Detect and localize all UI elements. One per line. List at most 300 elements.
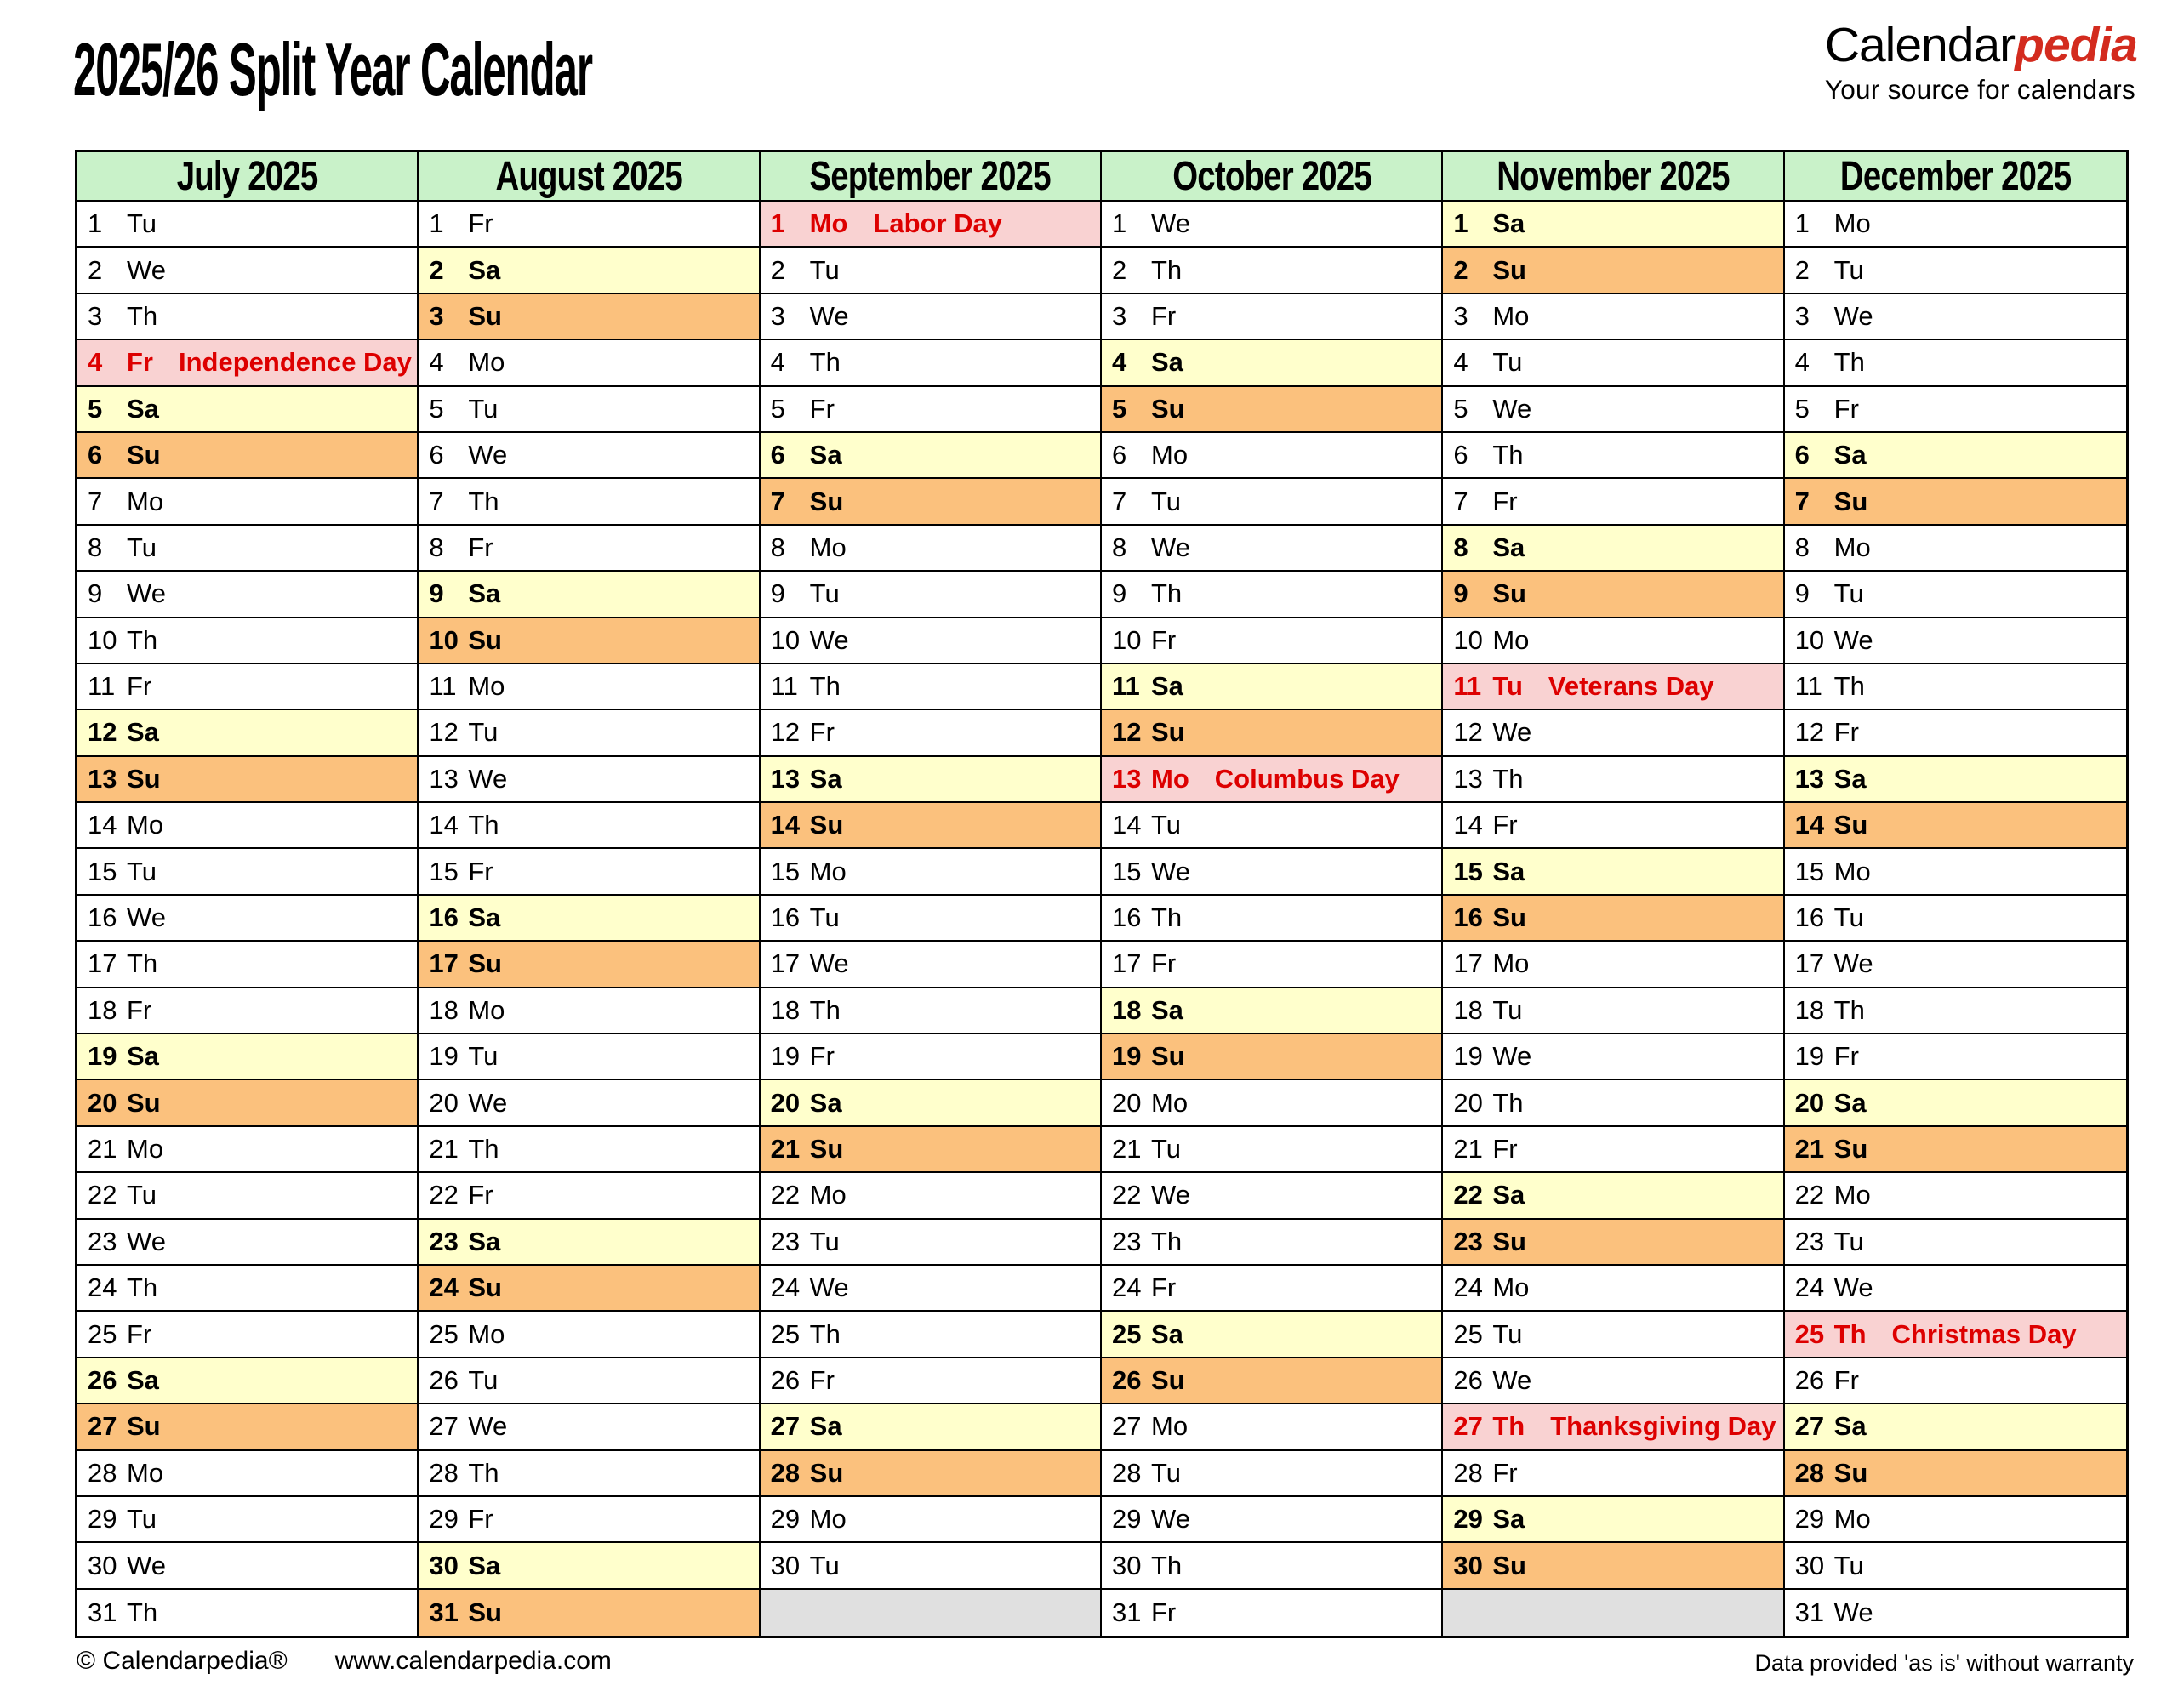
day-cell bbox=[761, 1497, 1100, 1543]
day-number: 24 bbox=[88, 1272, 117, 1303]
day-cell bbox=[77, 1404, 417, 1450]
day-cell bbox=[761, 1266, 1100, 1312]
weekday-label: We bbox=[127, 1226, 166, 1256]
copyright-text: © Calendarpedia® bbox=[77, 1647, 288, 1675]
weekday-label: Tu bbox=[127, 532, 157, 562]
day-number: 25 bbox=[1112, 1318, 1142, 1349]
day-number: 1 bbox=[88, 208, 103, 239]
weekday-label: Sa bbox=[809, 1087, 842, 1118]
day-cell bbox=[1443, 1312, 1782, 1358]
day-cell bbox=[1785, 387, 2126, 433]
weekday-label: We bbox=[127, 1550, 166, 1580]
weekday-label: Su bbox=[1151, 717, 1185, 748]
weekday-label: Mo bbox=[468, 671, 505, 702]
day-number: 31 bbox=[1112, 1597, 1142, 1627]
weekday-label: We bbox=[1492, 393, 1532, 424]
day-number: 7 bbox=[429, 486, 444, 516]
day-number: 27 bbox=[770, 1411, 801, 1442]
day-number: 14 bbox=[1453, 810, 1483, 840]
weekday-label: Th bbox=[1151, 1550, 1183, 1580]
weekday-label: Th bbox=[809, 1318, 841, 1349]
weekday-label: We bbox=[809, 948, 849, 979]
day-cell bbox=[1443, 1173, 1782, 1219]
day-cell bbox=[761, 757, 1100, 803]
weekday-label: Su bbox=[1833, 810, 1868, 840]
day-cell bbox=[761, 1404, 1100, 1450]
weekday-label: Fr bbox=[809, 393, 835, 424]
day-number: 29 bbox=[429, 1504, 459, 1534]
day-cell bbox=[1102, 757, 1441, 803]
day-number: 16 bbox=[770, 902, 801, 933]
day-cell bbox=[77, 1173, 417, 1219]
day-cell bbox=[1785, 710, 2126, 756]
month-header bbox=[1785, 152, 2126, 202]
day-number: 6 bbox=[429, 440, 444, 470]
day-number: 29 bbox=[88, 1504, 117, 1534]
weekday-label: Su bbox=[127, 763, 161, 794]
day-cell bbox=[761, 202, 1100, 248]
day-number: 15 bbox=[1112, 856, 1142, 886]
day-cell bbox=[419, 340, 758, 386]
day-cell bbox=[419, 1080, 758, 1126]
weekday-label: Mo bbox=[1492, 948, 1530, 979]
day-cell bbox=[1102, 664, 1441, 710]
weekday-label: Tu bbox=[127, 856, 157, 886]
day-cell bbox=[77, 387, 417, 433]
day-cell bbox=[1102, 1543, 1441, 1589]
day-number: 27 bbox=[1794, 1411, 1825, 1442]
weekday-label: Tu bbox=[468, 1041, 499, 1072]
weekday-label: Th bbox=[809, 347, 841, 378]
day-number: 12 bbox=[1453, 717, 1483, 748]
day-number: 15 bbox=[88, 856, 117, 886]
day-cell bbox=[419, 433, 758, 479]
weekday-label: Mo bbox=[1492, 300, 1530, 331]
day-number: 14 bbox=[88, 810, 117, 840]
footer-copyright bbox=[77, 1647, 612, 1676]
day-cell bbox=[77, 1080, 417, 1126]
weekday-label: Fr bbox=[1492, 1134, 1518, 1164]
day-number: 3 bbox=[88, 300, 103, 331]
day-cell bbox=[77, 849, 417, 895]
weekday-label: Th bbox=[127, 300, 158, 331]
weekday-label: Tu bbox=[1492, 347, 1523, 378]
weekday-label: Fr bbox=[468, 1504, 493, 1534]
day-number: 3 bbox=[429, 300, 444, 331]
day-cell bbox=[1102, 1404, 1441, 1450]
weekday-label: Tu bbox=[1492, 1318, 1523, 1349]
day-cell bbox=[761, 433, 1100, 479]
weekday-label: Tu bbox=[1151, 1457, 1182, 1488]
weekday-label: Fr bbox=[127, 994, 152, 1025]
weekday-label: Sa bbox=[1151, 347, 1183, 378]
weekday-label: Sa bbox=[468, 254, 501, 285]
weekday-label: Th bbox=[1492, 440, 1524, 470]
day-cell bbox=[419, 202, 758, 248]
page-title: 2025/26 Split Year Calendar bbox=[73, 27, 592, 111]
day-cell bbox=[761, 479, 1100, 525]
day-number: 17 bbox=[1794, 948, 1825, 979]
day-number: 13 bbox=[770, 763, 801, 794]
day-number: 28 bbox=[429, 1457, 459, 1488]
day-cell bbox=[1443, 479, 1782, 525]
day-cell bbox=[1785, 294, 2126, 340]
day-cell bbox=[761, 1034, 1100, 1080]
day-cell bbox=[761, 1451, 1100, 1497]
weekday-label: Fr bbox=[127, 1318, 152, 1349]
day-number: 15 bbox=[429, 856, 459, 886]
day-cell bbox=[1785, 1358, 2126, 1404]
day-number: 9 bbox=[1112, 578, 1127, 609]
day-number: 29 bbox=[1112, 1504, 1142, 1534]
weekday-label: Tu bbox=[809, 254, 840, 285]
day-cell bbox=[1102, 387, 1441, 433]
weekday-label: Fr bbox=[1833, 393, 1859, 424]
weekday-label: Mo bbox=[809, 856, 847, 886]
day-cell bbox=[77, 664, 417, 710]
day-number: 5 bbox=[1112, 393, 1127, 424]
day-number: 10 bbox=[429, 624, 459, 655]
day-cell bbox=[1443, 202, 1782, 248]
weekday-label: Th bbox=[809, 671, 841, 702]
day-number: 12 bbox=[429, 717, 459, 748]
day-cell bbox=[1102, 1451, 1441, 1497]
weekday-label: We bbox=[809, 1272, 849, 1303]
weekday-label: Su bbox=[468, 624, 502, 655]
weekday-label: We bbox=[1151, 1180, 1190, 1210]
day-cell bbox=[1102, 479, 1441, 525]
weekday-label: Tu bbox=[809, 902, 840, 933]
day-cell bbox=[1785, 896, 2126, 942]
day-number: 12 bbox=[770, 717, 801, 748]
day-cell bbox=[1102, 1312, 1441, 1358]
weekday-label: Th bbox=[1492, 1411, 1525, 1442]
weekday-label: Sa bbox=[809, 763, 842, 794]
day-number: 16 bbox=[1794, 902, 1825, 933]
day-cell bbox=[1443, 1220, 1782, 1266]
weekday-label: Mo bbox=[1492, 1272, 1530, 1303]
day-cell bbox=[1785, 942, 2126, 988]
weekday-label: Tu bbox=[127, 208, 157, 239]
weekday-label: Mo bbox=[1833, 1180, 1871, 1210]
weekday-label: Th bbox=[1492, 763, 1524, 794]
day-cell bbox=[761, 803, 1100, 849]
weekday-label: Tu bbox=[1833, 1226, 1864, 1256]
day-cell bbox=[1102, 1127, 1441, 1173]
day-cell bbox=[1102, 803, 1441, 849]
day-cell bbox=[419, 387, 758, 433]
day-number: 20 bbox=[1453, 1087, 1483, 1118]
day-number: 30 bbox=[429, 1550, 459, 1580]
day-cell bbox=[1785, 1127, 2126, 1173]
weekday-label: Th bbox=[1833, 1318, 1867, 1349]
weekday-label: Su bbox=[809, 810, 844, 840]
weekday-label: Su bbox=[468, 948, 502, 979]
weekday-label: Tu bbox=[1492, 671, 1523, 702]
day-number: 26 bbox=[1453, 1364, 1483, 1395]
weekday-label: Th bbox=[468, 810, 499, 840]
day-number: 21 bbox=[1453, 1134, 1483, 1164]
month-column bbox=[77, 152, 419, 1636]
day-cell bbox=[1785, 988, 2126, 1034]
weekday-label: Th bbox=[127, 1272, 158, 1303]
weekday-label: Tu bbox=[1151, 486, 1182, 516]
weekday-label: Sa bbox=[468, 1226, 501, 1256]
day-cell bbox=[1443, 1034, 1782, 1080]
day-number: 6 bbox=[770, 440, 785, 470]
day-number: 7 bbox=[1453, 486, 1468, 516]
day-number: 18 bbox=[88, 994, 117, 1025]
day-cell bbox=[1443, 1358, 1782, 1404]
day-number: 14 bbox=[1112, 810, 1142, 840]
day-number: 10 bbox=[1112, 624, 1142, 655]
weekday-label: Fr bbox=[809, 1364, 835, 1395]
day-number: 27 bbox=[1453, 1411, 1483, 1442]
day-cell bbox=[419, 942, 758, 988]
weekday-label: Mo bbox=[1833, 856, 1871, 886]
day-cell bbox=[419, 1497, 758, 1543]
weekday-label: Mo bbox=[809, 1180, 847, 1210]
day-cell bbox=[77, 757, 417, 803]
weekday-label: Mo bbox=[1151, 1087, 1189, 1118]
month-column bbox=[1102, 152, 1443, 1636]
weekday-label: Tu bbox=[809, 1550, 840, 1580]
weekday-label: Fr bbox=[468, 856, 493, 886]
weekday-label: Sa bbox=[468, 902, 501, 933]
weekday-label: Sa bbox=[1151, 994, 1183, 1025]
day-cell bbox=[761, 294, 1100, 340]
weekday-label: Fr bbox=[1833, 717, 1859, 748]
weekday-label: Su bbox=[809, 1134, 844, 1164]
weekday-label: Sa bbox=[127, 717, 159, 748]
website-link[interactable]: www.calendarpedia.com bbox=[334, 1647, 612, 1675]
day-cell bbox=[761, 710, 1100, 756]
day-number: 29 bbox=[770, 1504, 801, 1534]
day-number: 5 bbox=[88, 393, 103, 424]
weekday-label: We bbox=[1833, 948, 1873, 979]
weekday-label: Mo bbox=[809, 1504, 847, 1534]
day-number: 17 bbox=[88, 948, 117, 979]
weekday-label: Th bbox=[1833, 994, 1865, 1025]
day-number: 24 bbox=[1453, 1272, 1483, 1303]
day-number: 1 bbox=[1794, 208, 1810, 239]
day-cell bbox=[419, 1034, 758, 1080]
day-cell bbox=[77, 1220, 417, 1266]
day-cell bbox=[1102, 1220, 1441, 1266]
weekday-label: Mo bbox=[1833, 532, 1871, 562]
day-number: 26 bbox=[1112, 1364, 1142, 1395]
weekday-label: Th bbox=[1492, 1087, 1524, 1118]
day-cell bbox=[1785, 433, 2126, 479]
weekday-label: Su bbox=[468, 1272, 502, 1303]
day-number: 22 bbox=[770, 1180, 801, 1210]
month-column bbox=[761, 152, 1102, 1636]
day-number: 6 bbox=[1112, 440, 1127, 470]
day-number: 19 bbox=[770, 1041, 801, 1072]
day-number: 3 bbox=[1794, 300, 1810, 331]
day-cell bbox=[1443, 526, 1782, 572]
weekday-label: Tu bbox=[468, 717, 499, 748]
day-cell bbox=[77, 896, 417, 942]
day-number: 10 bbox=[1794, 624, 1825, 655]
day-cell bbox=[419, 849, 758, 895]
day-cell bbox=[419, 1404, 758, 1450]
day-cell bbox=[419, 618, 758, 664]
day-cell bbox=[761, 1358, 1100, 1404]
day-number: 28 bbox=[1453, 1457, 1483, 1488]
weekday-label: We bbox=[1151, 532, 1190, 562]
weekday-label: Mo bbox=[468, 994, 505, 1025]
weekday-label: Th bbox=[468, 486, 499, 516]
day-cell bbox=[419, 1173, 758, 1219]
weekday-label: We bbox=[127, 902, 166, 933]
weekday-label: Su bbox=[127, 1411, 161, 1442]
day-cell bbox=[1443, 710, 1782, 756]
day-cell bbox=[1443, 757, 1782, 803]
day-cell bbox=[1443, 1451, 1782, 1497]
weekday-label: Fr bbox=[809, 717, 835, 748]
day-cell bbox=[419, 526, 758, 572]
day-number: 15 bbox=[1794, 856, 1825, 886]
weekday-label: Sa bbox=[468, 578, 501, 609]
day-number: 18 bbox=[1794, 994, 1825, 1025]
weekday-label: We bbox=[1151, 1504, 1190, 1534]
day-cell bbox=[77, 710, 417, 756]
day-cell bbox=[1443, 1266, 1782, 1312]
day-number: 17 bbox=[429, 948, 459, 979]
day-number: 20 bbox=[429, 1087, 459, 1118]
day-number: 5 bbox=[1794, 393, 1810, 424]
weekday-label: Su bbox=[1492, 902, 1526, 933]
day-number: 26 bbox=[1794, 1364, 1825, 1395]
day-number: 16 bbox=[1112, 902, 1142, 933]
day-cell bbox=[1443, 1080, 1782, 1126]
weekday-label: Mo bbox=[468, 347, 505, 378]
day-cell bbox=[761, 1173, 1100, 1219]
day-number: 22 bbox=[1453, 1180, 1483, 1210]
day-cell bbox=[77, 202, 417, 248]
calendarpedia-logo bbox=[1825, 20, 2137, 105]
day-number: 19 bbox=[429, 1041, 459, 1072]
day-cell bbox=[1102, 248, 1441, 293]
day-cell bbox=[1443, 618, 1782, 664]
month-header-label: September 2025 bbox=[809, 153, 1052, 199]
day-cell bbox=[1785, 1080, 2126, 1126]
weekday-label: We bbox=[809, 300, 849, 331]
weekday-label: Tu bbox=[127, 1180, 157, 1210]
day-number: 4 bbox=[770, 347, 785, 378]
day-cell bbox=[1443, 664, 1782, 710]
day-cell bbox=[77, 942, 417, 988]
weekday-label: Su bbox=[809, 486, 844, 516]
day-number: 2 bbox=[1794, 254, 1810, 285]
weekday-label: Mo bbox=[127, 1134, 164, 1164]
day-cell bbox=[1785, 202, 2126, 248]
weekday-label: We bbox=[1492, 1364, 1532, 1395]
day-number: 20 bbox=[1112, 1087, 1142, 1118]
day-number: 10 bbox=[88, 624, 117, 655]
day-number: 29 bbox=[1453, 1504, 1483, 1534]
day-cell bbox=[419, 1312, 758, 1358]
day-number: 13 bbox=[1794, 763, 1825, 794]
day-number: 15 bbox=[1453, 856, 1483, 886]
weekday-label: Th bbox=[1151, 254, 1183, 285]
day-cell bbox=[1102, 1080, 1441, 1126]
weekday-label: Sa bbox=[809, 1411, 842, 1442]
day-number: 1 bbox=[1112, 208, 1127, 239]
day-cell bbox=[1443, 849, 1782, 895]
day-number: 20 bbox=[88, 1087, 117, 1118]
day-number: 4 bbox=[1453, 347, 1468, 378]
day-cell bbox=[1785, 1451, 2126, 1497]
day-cell bbox=[1443, 248, 1782, 293]
empty-cell bbox=[1443, 1590, 1782, 1636]
day-number: 21 bbox=[429, 1134, 459, 1164]
day-number: 11 bbox=[1453, 671, 1482, 702]
day-number: 2 bbox=[770, 254, 785, 285]
day-number: 8 bbox=[429, 532, 444, 562]
day-number: 16 bbox=[1453, 902, 1483, 933]
day-number: 30 bbox=[770, 1550, 801, 1580]
day-number: 18 bbox=[429, 994, 459, 1025]
weekday-label: Mo bbox=[1833, 208, 1871, 239]
day-number: 13 bbox=[88, 763, 117, 794]
day-number: 11 bbox=[770, 671, 798, 702]
day-number: 3 bbox=[770, 300, 785, 331]
day-number: 14 bbox=[1794, 810, 1825, 840]
weekday-label: Mo bbox=[1492, 624, 1530, 655]
day-number: 13 bbox=[1112, 763, 1142, 794]
holiday-label: Veterans Day bbox=[1548, 671, 1714, 702]
day-number: 4 bbox=[1112, 347, 1127, 378]
day-cell bbox=[1102, 202, 1441, 248]
holiday-label: Columbus Day bbox=[1214, 763, 1400, 794]
footer-disclaimer: Data provided 'as is' without warranty bbox=[1754, 1650, 2134, 1676]
day-number: 22 bbox=[429, 1180, 459, 1210]
weekday-label: Fr bbox=[468, 208, 493, 239]
day-cell bbox=[77, 1497, 417, 1543]
weekday-label: Su bbox=[1833, 1134, 1868, 1164]
day-number: 26 bbox=[429, 1364, 459, 1395]
day-cell bbox=[1443, 294, 1782, 340]
day-cell bbox=[419, 248, 758, 293]
day-cell bbox=[77, 803, 417, 849]
day-number: 20 bbox=[770, 1087, 801, 1118]
day-cell bbox=[1785, 618, 2126, 664]
month-header bbox=[761, 152, 1100, 202]
month-header-label: July 2025 bbox=[176, 153, 318, 199]
day-cell bbox=[1443, 1404, 1782, 1450]
weekday-label: Sa bbox=[1833, 440, 1867, 470]
holiday-label: Labor Day bbox=[873, 208, 1003, 239]
day-number: 5 bbox=[429, 393, 444, 424]
day-cell bbox=[419, 1451, 758, 1497]
weekday-label: Sa bbox=[1492, 208, 1525, 239]
day-number: 23 bbox=[1112, 1226, 1142, 1256]
weekday-label: Sa bbox=[1492, 1504, 1525, 1534]
day-number: 4 bbox=[429, 347, 444, 378]
day-number: 11 bbox=[1112, 671, 1140, 702]
day-cell bbox=[761, 988, 1100, 1034]
weekday-label: Fr bbox=[127, 671, 152, 702]
weekday-label: Fr bbox=[1151, 1272, 1177, 1303]
day-number: 15 bbox=[770, 856, 801, 886]
weekday-label: Su bbox=[809, 1457, 844, 1488]
month-header bbox=[1443, 152, 1782, 202]
day-cell bbox=[1443, 1127, 1782, 1173]
day-cell bbox=[419, 1358, 758, 1404]
weekday-label: Th bbox=[127, 1597, 158, 1627]
